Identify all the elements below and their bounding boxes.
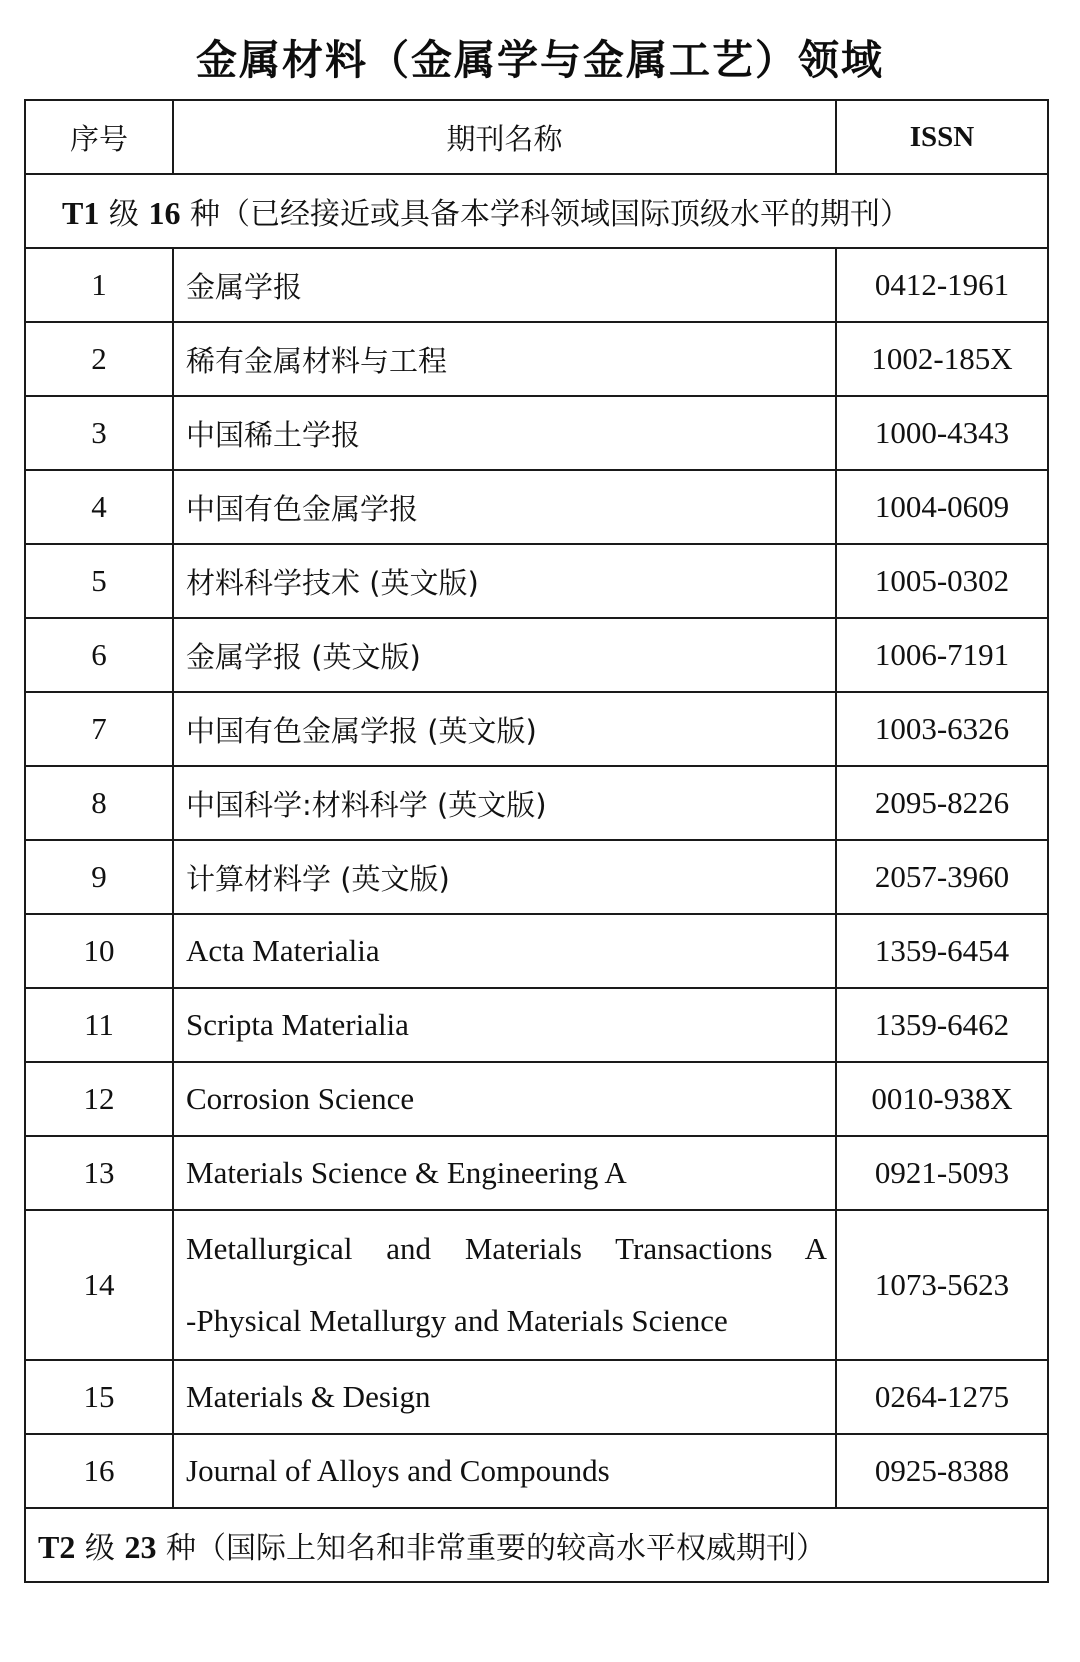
table-row bbox=[25, 396, 1048, 470]
section-heading-t1 bbox=[25, 174, 1048, 248]
table-row bbox=[25, 1360, 1048, 1434]
issn-value: 1006-7191 bbox=[836, 618, 1048, 692]
serial-number: 14 bbox=[25, 1210, 173, 1360]
journal-name bbox=[173, 322, 836, 396]
count-label: 种 bbox=[189, 197, 220, 232]
table-header-row bbox=[25, 100, 1048, 174]
journal-name-text: Scripta Materialia bbox=[186, 1007, 409, 1042]
serial-number: 1 bbox=[25, 248, 173, 322]
serial-number: 2 bbox=[25, 322, 173, 396]
journal-name-text: 计算材料学 (英文版) bbox=[186, 861, 450, 896]
serial-number: 4 bbox=[25, 470, 173, 544]
table-row bbox=[25, 1136, 1048, 1210]
journal-name bbox=[173, 248, 836, 322]
table-row bbox=[25, 248, 1048, 322]
issn-value: 1359-6454 bbox=[836, 914, 1048, 988]
journal-name bbox=[173, 544, 836, 618]
serial-number: 11 bbox=[25, 988, 173, 1062]
issn-value: 0264-1275 bbox=[836, 1360, 1048, 1434]
journal-name-line-1: Metallurgical and Materials Transactions A bbox=[186, 1231, 827, 1266]
journal-table bbox=[24, 99, 1049, 1583]
journal-name-line-2: -Physical Metallurgy and Materials Science bbox=[186, 1303, 728, 1338]
journal-name bbox=[173, 1136, 836, 1210]
journal-name-text: 金属学报 (英文版) bbox=[186, 639, 421, 674]
serial-number: 8 bbox=[25, 766, 173, 840]
journal-name bbox=[173, 840, 836, 914]
journal-name bbox=[173, 1210, 836, 1360]
journal-name-text: 中国稀土学报 bbox=[186, 417, 361, 452]
serial-number: 16 bbox=[25, 1434, 173, 1508]
issn-value: 2057-3960 bbox=[836, 840, 1048, 914]
tier-label: 级 bbox=[84, 1531, 115, 1566]
serial-number: 3 bbox=[25, 396, 173, 470]
serial-number: 13 bbox=[25, 1136, 173, 1210]
page-title: 金属材料（金属学与金属工艺）领域 bbox=[196, 36, 884, 84]
journal-name bbox=[173, 1434, 836, 1508]
issn-value: 0010-938X bbox=[836, 1062, 1048, 1136]
serial-number: 10 bbox=[25, 914, 173, 988]
journal-name-text: 中国有色金属学报 (英文版) bbox=[186, 713, 537, 748]
issn-value: 0412-1961 bbox=[836, 248, 1048, 322]
table-row bbox=[25, 470, 1048, 544]
tier-label: 级 bbox=[108, 197, 139, 232]
count-label: 种 bbox=[165, 1531, 196, 1566]
serial-number: 7 bbox=[25, 692, 173, 766]
journal-name bbox=[173, 618, 836, 692]
serial-number: 5 bbox=[25, 544, 173, 618]
issn-value: 1002-185X bbox=[836, 322, 1048, 396]
journal-name-text: 稀有金属材料与工程 bbox=[186, 343, 448, 378]
issn-value: 2095-8226 bbox=[836, 766, 1048, 840]
journal-name-text: 中国科学:材料科学 (英文版) bbox=[186, 787, 547, 822]
table-row bbox=[25, 914, 1048, 988]
journal-name bbox=[173, 1360, 836, 1434]
tier-code: T1 bbox=[62, 195, 100, 231]
serial-number: 6 bbox=[25, 618, 173, 692]
tier-description: （已经接近或具备本学科领域国际顶级水平的期刊） bbox=[219, 197, 910, 232]
journal-name bbox=[173, 914, 836, 988]
journal-name-text: Journal of Alloys and Compounds bbox=[186, 1453, 610, 1488]
table-row bbox=[25, 1434, 1048, 1508]
issn-value: 1359-6462 bbox=[836, 988, 1048, 1062]
issn-value: 1073-5623 bbox=[836, 1210, 1048, 1360]
journal-name-text: Materials Science & Engineering A bbox=[186, 1155, 627, 1190]
journal-name-text: Materials & Design bbox=[186, 1379, 431, 1414]
tier-description: （国际上知名和非常重要的较高水平权威期刊） bbox=[195, 1531, 826, 1566]
serial-number: 15 bbox=[25, 1360, 173, 1434]
serial-number: 12 bbox=[25, 1062, 173, 1136]
serial-number: 9 bbox=[25, 840, 173, 914]
section-heading-t2 bbox=[25, 1508, 1048, 1582]
table-row bbox=[25, 1062, 1048, 1136]
tier-count: 23 bbox=[124, 1529, 157, 1565]
header-serial-number: 序号 bbox=[25, 100, 173, 174]
section-row-t2 bbox=[25, 1508, 1048, 1582]
journal-name bbox=[173, 1062, 836, 1136]
journal-name-text: 金属学报 bbox=[186, 269, 303, 304]
table-row bbox=[25, 988, 1048, 1062]
journal-name-text: 材料科学技术 (英文版) bbox=[186, 565, 479, 600]
header-issn: ISSN bbox=[836, 100, 1048, 174]
header-journal-name: 期刊名称 bbox=[173, 100, 836, 174]
table-row bbox=[25, 1210, 1048, 1360]
tier-count: 16 bbox=[148, 195, 181, 231]
tier-code: T2 bbox=[38, 1529, 76, 1565]
issn-value: 1004-0609 bbox=[836, 470, 1048, 544]
table-row bbox=[25, 618, 1048, 692]
journal-name bbox=[173, 396, 836, 470]
issn-value: 1005-0302 bbox=[836, 544, 1048, 618]
journal-name bbox=[173, 766, 836, 840]
section-row-t1 bbox=[25, 174, 1048, 248]
issn-value: 1003-6326 bbox=[836, 692, 1048, 766]
table-row bbox=[25, 840, 1048, 914]
journal-name-text: Corrosion Science bbox=[186, 1081, 415, 1116]
journal-name bbox=[173, 692, 836, 766]
journal-name bbox=[173, 988, 836, 1062]
table-row bbox=[25, 692, 1048, 766]
issn-value: 0925-8388 bbox=[836, 1434, 1048, 1508]
journal-name-text: Acta Materialia bbox=[186, 933, 380, 968]
table-row bbox=[25, 766, 1048, 840]
table-row bbox=[25, 544, 1048, 618]
table-row bbox=[25, 322, 1048, 396]
issn-value: 0921-5093 bbox=[836, 1136, 1048, 1210]
issn-value: 1000-4343 bbox=[836, 396, 1048, 470]
journal-name bbox=[173, 470, 836, 544]
journal-name-text: 中国有色金属学报 bbox=[186, 491, 419, 526]
